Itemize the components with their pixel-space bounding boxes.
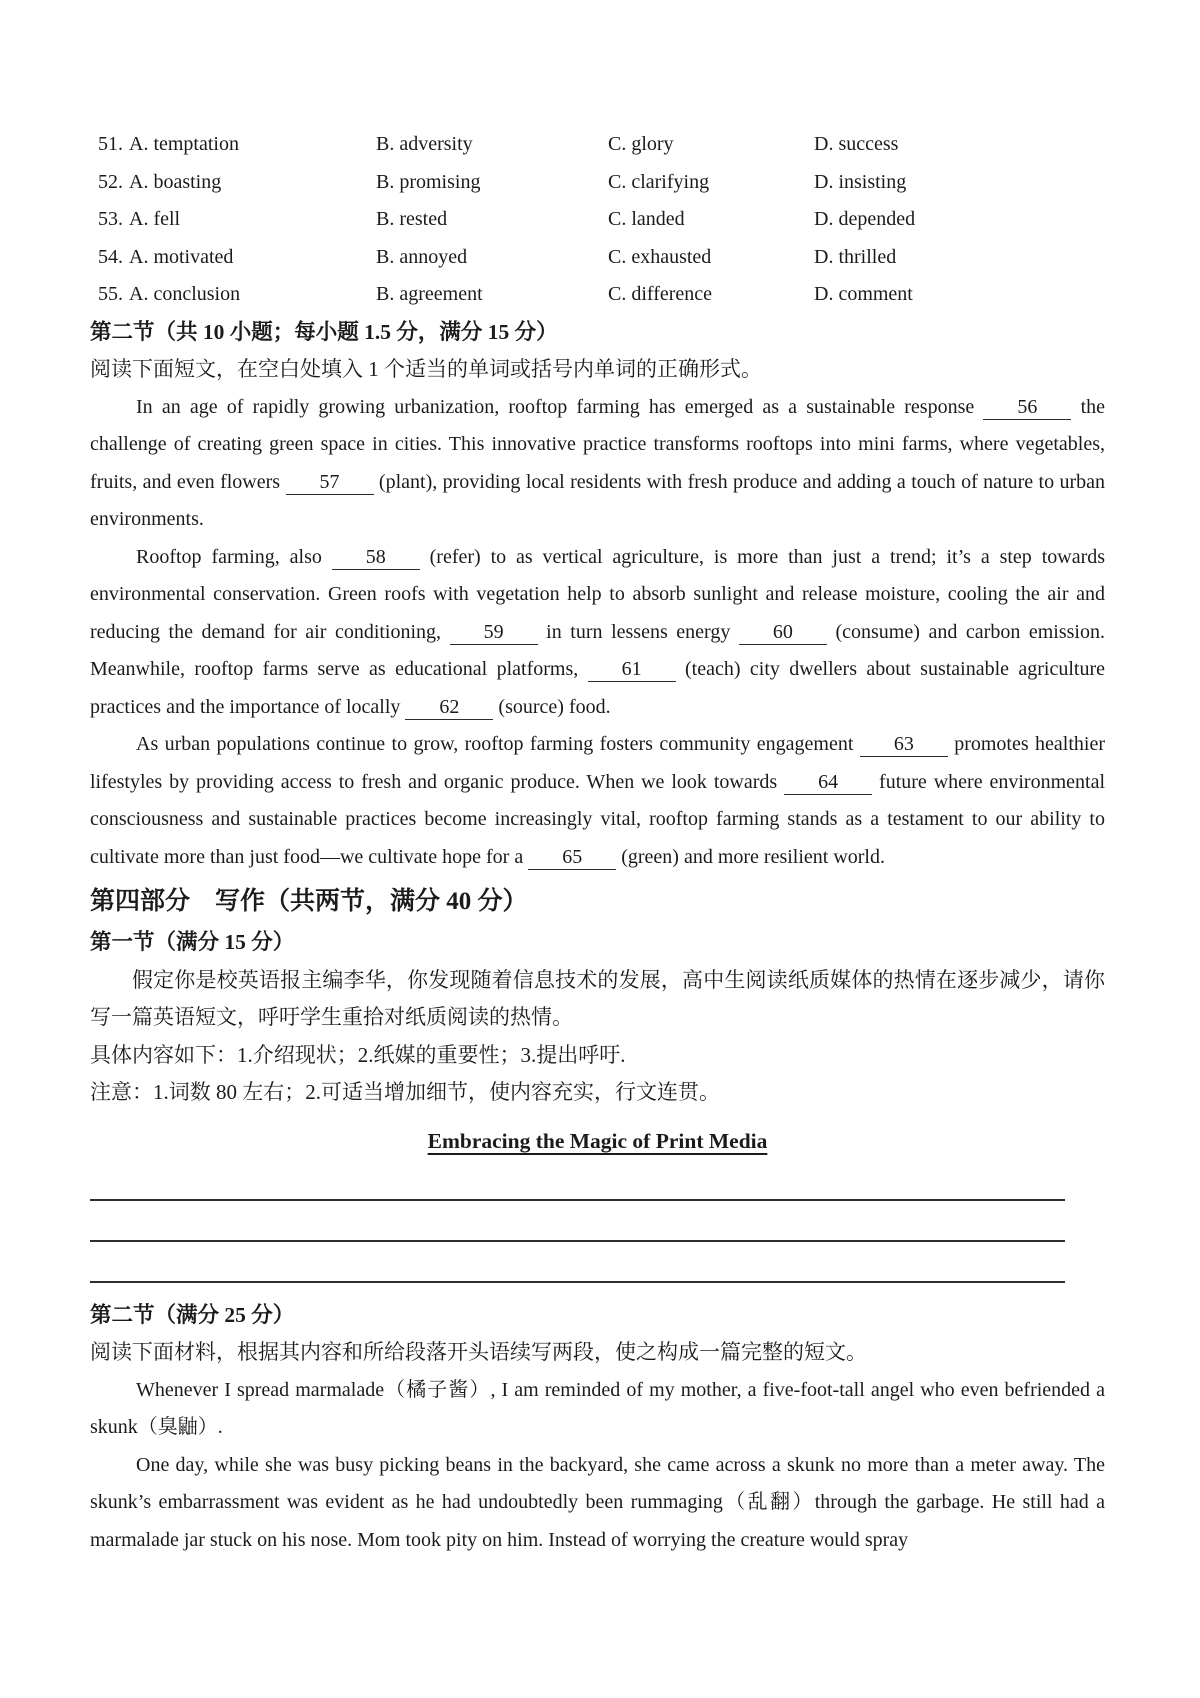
option-label: D. comment bbox=[814, 283, 913, 305]
writing-task-description: 假定你是校英语报主编李华，你发现随着信息技术的发展，高中生阅读纸质媒体的热情在逐步减少，请你写一篇英语短文，呼吁学生重拾对纸质阅读的热情。 bbox=[90, 967, 1105, 1029]
q54-option-a bbox=[98, 239, 376, 277]
cloze-section bbox=[90, 314, 1105, 877]
q53-option-a bbox=[98, 201, 376, 239]
question-number: 53. bbox=[98, 208, 123, 230]
option-label: A. conclusion bbox=[129, 283, 241, 305]
cloze-text: future where environmental consciousness and sustainable practices become increasingly vital, rooftop farming stands as a testament to our ability to cultivate more than just food—we cultivate hope for a bbox=[90, 770, 1106, 868]
option-label: C. difference bbox=[608, 283, 713, 305]
q52-option-c bbox=[608, 164, 814, 202]
writing-task-details: 具体内容如下：1.介绍现状；2.纸媒的重要性；3.提出呼吁. bbox=[90, 1042, 626, 1067]
writing-section2-header: 第二节（满分 25 分） bbox=[90, 1302, 295, 1327]
q51-option-b bbox=[376, 126, 608, 164]
blank-number: 58 bbox=[365, 545, 386, 568]
blank-number: 61 bbox=[621, 658, 642, 680]
writing-line-3 bbox=[90, 1242, 1065, 1283]
writing-part-header: 第四部分 写作（共两节，满分 40 分） bbox=[90, 888, 528, 915]
option-label: C. glory bbox=[608, 133, 674, 155]
cloze-text: (consume) and carbon emission. Meanwhile, rooftop farms serve as educational platforms, bbox=[90, 620, 1105, 680]
option-label: B. rested bbox=[376, 208, 448, 230]
essay-title: Embracing the Magic of Print Media bbox=[427, 1128, 768, 1153]
q51-option-a bbox=[98, 126, 376, 164]
q52-option-b bbox=[376, 164, 608, 202]
blank-58 bbox=[332, 545, 420, 570]
blank-number: 60 bbox=[772, 620, 793, 643]
cloze-text: (teach) city dwellers about sustainable agriculture practices and the importance of locally bbox=[90, 658, 1106, 718]
option-label: C. landed bbox=[608, 208, 685, 230]
blank-number: 56 bbox=[1017, 395, 1038, 418]
q51-option-c bbox=[608, 126, 814, 164]
blank-64 bbox=[784, 770, 872, 795]
story-paragraph-1: Whenever I spread marmalade（橘子酱）, I am reminded of my mother, a five-foot-tall angel who even befriended a skunk（臭鼬）. bbox=[90, 1378, 1105, 1438]
cloze-text: Rooftop farming, also bbox=[136, 545, 322, 568]
blank-57 bbox=[286, 470, 374, 495]
option-label: D. thrilled bbox=[814, 245, 897, 268]
cloze-section-header: 第二节（共 10 小题；每小题 1.5 分，满分 15 分） bbox=[90, 319, 558, 344]
q54-option-d bbox=[814, 239, 1105, 277]
blank-number: 57 bbox=[319, 470, 340, 493]
q54-option-b bbox=[376, 239, 608, 277]
option-label: A. temptation bbox=[129, 133, 239, 155]
q51-option-d bbox=[814, 126, 1105, 164]
writing-line-2 bbox=[90, 1201, 1065, 1242]
blank-56 bbox=[983, 395, 1071, 420]
cloze-text: (plant), providing local residents with fresh produce and adding a touch of nature to urban environments. bbox=[90, 470, 1106, 530]
cloze-text: As urban populations continue to grow, rooftop farming fosters community engagement bbox=[136, 733, 854, 755]
q55-option-d bbox=[814, 276, 1105, 314]
cloze-text: In an age of rapidly growing urbanization, rooftop farming has emerged as a sustainable response bbox=[136, 395, 975, 418]
mcq-options-grid bbox=[90, 126, 1105, 314]
cloze-text: the challenge of creating green space in cities. This innovative practice transforms rooftops into mini farms, where vegetables, fruits, and even flowers bbox=[90, 395, 1106, 493]
cloze-paragraph-1 bbox=[90, 389, 1105, 539]
q53-option-b bbox=[376, 201, 608, 239]
blank-61 bbox=[588, 657, 676, 682]
question-number: 52. bbox=[98, 170, 123, 193]
writing-part bbox=[90, 880, 1105, 1559]
option-label: A. boasting bbox=[129, 170, 222, 193]
option-label: B. promising bbox=[376, 170, 481, 193]
cloze-text: (green) and more resilient world. bbox=[621, 845, 885, 868]
option-label: A. fell bbox=[129, 208, 181, 230]
question-number: 55. bbox=[98, 283, 123, 305]
cloze-instruction: 阅读下面短文，在空白处填入 1 个适当的单词或括号内单词的正确形式。 bbox=[90, 357, 762, 381]
writing-task-notes: 注意：1.词数 80 左右；2.可适当增加细节，使内容充实，行文连贯。 bbox=[90, 1080, 720, 1104]
blank-number: 63 bbox=[893, 733, 914, 755]
cloze-paragraph-3 bbox=[90, 726, 1105, 876]
blank-number: 59 bbox=[483, 620, 504, 643]
q52-option-d bbox=[814, 164, 1105, 202]
q54-option-c bbox=[608, 239, 814, 277]
blank-63 bbox=[860, 732, 948, 757]
option-label: B. agreement bbox=[376, 283, 483, 305]
cloze-text: (source) food. bbox=[498, 695, 611, 718]
question-number: 51. bbox=[98, 133, 123, 155]
blank-number: 62 bbox=[439, 695, 460, 718]
option-label: B. adversity bbox=[376, 133, 473, 155]
writing-section1-header: 第一节（满分 15 分） bbox=[90, 930, 295, 954]
option-label: B. annoyed bbox=[376, 245, 468, 268]
blank-number: 65 bbox=[562, 845, 583, 868]
blank-62 bbox=[405, 695, 493, 720]
option-label: D. depended bbox=[814, 208, 916, 230]
q53-option-c bbox=[608, 201, 814, 239]
option-label: C. exhausted bbox=[608, 245, 712, 268]
cloze-text: (refer) to as vertical agriculture, is more than just a trend; it’s a step towards environmental conservation. Green roofs with vegetation help to absorb sunlight and release moisture, cooling the air and reducing the demand for air conditioning, bbox=[90, 545, 1106, 643]
essay-answer-area bbox=[90, 1160, 1105, 1283]
cloze-text: promotes healthier lifestyles by providing access to fresh and organic produce. When we look towards bbox=[90, 733, 1106, 793]
option-label: D. success bbox=[814, 133, 899, 155]
blank-60 bbox=[739, 620, 827, 645]
question-number: 54. bbox=[98, 245, 123, 268]
cloze-paragraph-2 bbox=[90, 539, 1105, 727]
continuation-instruction: 阅读下面材料，根据其内容和所给段落开头语续写两段，使之构成一篇完整的短文。 bbox=[90, 1340, 867, 1364]
q55-option-b bbox=[376, 276, 608, 314]
q55-option-a bbox=[98, 276, 376, 314]
option-label: C. clarifying bbox=[608, 170, 710, 193]
blank-59 bbox=[450, 620, 538, 645]
writing-line-1 bbox=[90, 1160, 1065, 1201]
blank-number: 64 bbox=[818, 770, 839, 793]
option-label: D. insisting bbox=[814, 170, 907, 193]
story-paragraph-2: One day, while she was busy picking beans in the backyard, she came across a skunk no more than a meter away. The skunk’s embarrassment was evident as he had undoubtedly been rummaging（乱翻）through the garbage. He still had a marmalade jar stuck on his nose. Mom took pity on him. Instead of worrying the creature would spray bbox=[90, 1453, 1105, 1551]
cloze-text: in turn lessens energy bbox=[546, 620, 731, 643]
q53-option-d bbox=[814, 201, 1105, 239]
option-label: A. motivated bbox=[129, 245, 234, 268]
q55-option-c bbox=[608, 276, 814, 314]
q52-option-a bbox=[98, 164, 376, 202]
blank-65 bbox=[528, 845, 616, 870]
